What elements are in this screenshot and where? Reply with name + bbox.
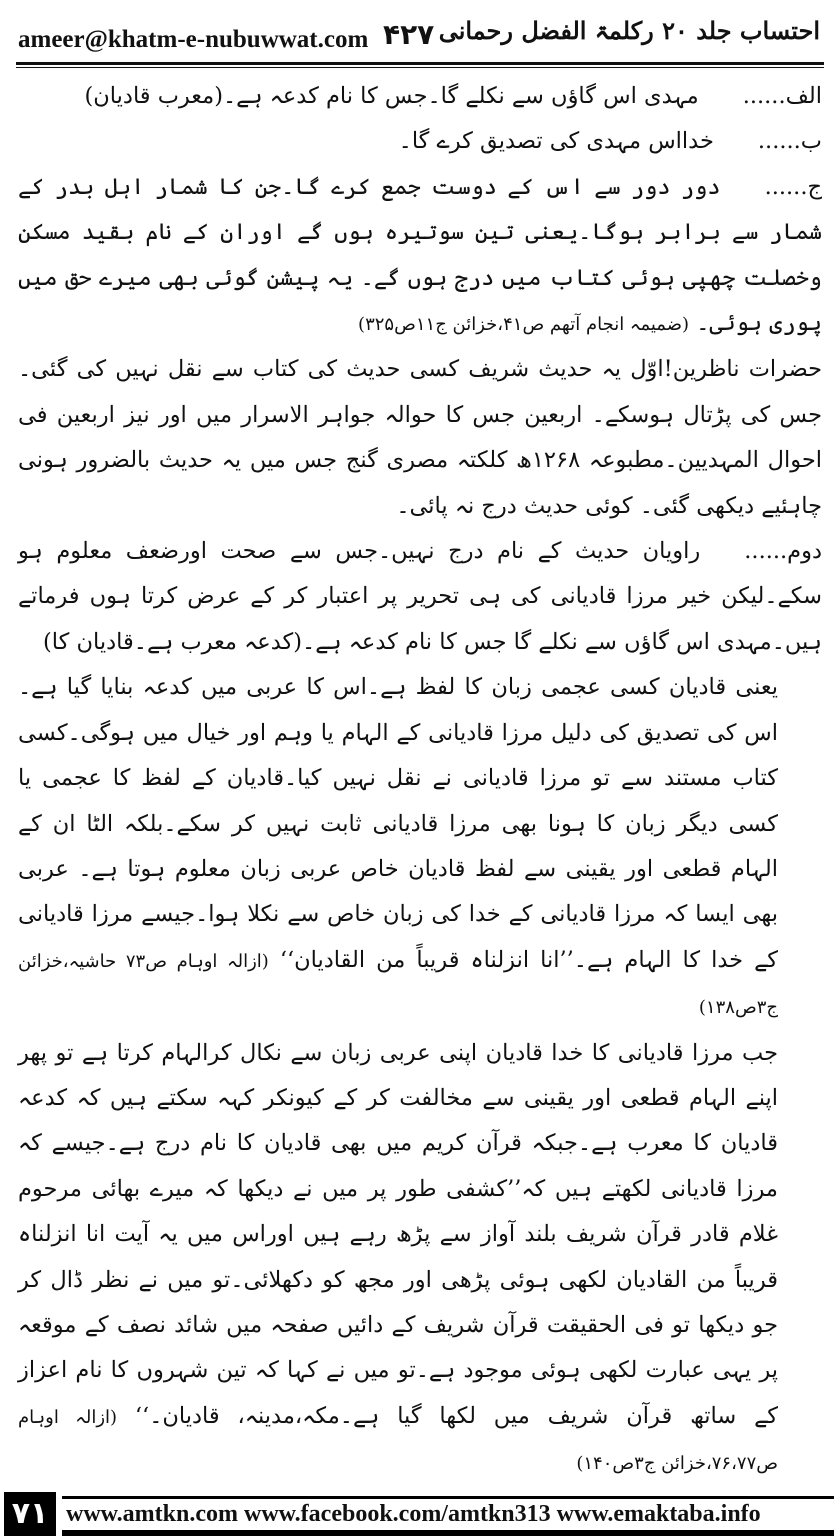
- paragraph-text: یعنی قادیان کسی عجمی زبان کا لفظ ہے۔اس کا عربی میں کدعہ بنایا گیا ہے۔اس کی تصدیق کی دلیل مرزا قادیانی کے الہام یا وہم اور خیال میں ہوگی۔کسی کتاب مستند سے تو مرزا قادیانی نے نقل نہیں کیا۔قادیان کے لفظ کا عجمی یا کسی دیگر زبان کا ہونا بھی مرزا قادیانی ثابت نہیں کر سکے۔بلکہ الٹا ان کے الہام قطعی اور یقینی سے لفظ قادیان خاص عربی زبان معلوم ہوتا ہے۔ عربی بھی ایسا کہ مرزا قادیانی کے خدا کی زبان خاص سے نکلا ہوا۔جیسے مرزا قادیانی کے خدا کا الہام ہے۔’’انا انزلناہ قریباً من القادیان‘‘: [18, 674, 778, 973]
- footer-rule-top: [62, 1496, 834, 1499]
- item-text-alif: مہدی اس گاؤں سے نکلے گا۔جس کا نام کدعہ ہے۔(معرب قادیان): [84, 83, 699, 109]
- item-text-be: خدااس مہدی کی تصدیق کرے گا۔: [398, 128, 714, 155]
- footer-rule-bottom: [62, 1530, 834, 1536]
- paragraph-jeem: [18, 165, 822, 348]
- page-header: [16, 12, 824, 56]
- paragraph-yani: [18, 665, 822, 1030]
- paragraph-jab: [18, 1031, 822, 1487]
- item-label-jeem: ج......: [764, 173, 822, 200]
- item-text-jeem: دور دور سے اس کے دوست جمع کرے گا۔جن کا شمار اہل بدر کے شمار سے برابر ہوگا۔یعنی تین سوتیرہ ہوں گے اوران کے نام بقید مسکن وخصلت چھپی ہوئی کتاب میں درج ہوں گے۔ یہ پیشن گوئی بھی میرے حق میں پوری ہوئی۔: [18, 173, 822, 337]
- footer-urls: www.amtkn.com www.facebook.com/amtkn313 www.emaktaba.info: [66, 1501, 761, 1527]
- page-footer: [0, 1490, 840, 1540]
- item-label-alif: الف......: [742, 83, 822, 109]
- reference-citation: (ازالہ اوہام ص۷۶،۷۷،خزائن ج۳ص۱۴۰): [18, 1406, 778, 1475]
- paragraph-dom: [18, 529, 822, 665]
- header-title: احتساب جلد ۲۰ رکلمۃ الفضل رحمانی: [438, 16, 820, 45]
- header-rule: [16, 62, 824, 65]
- paragraph-hazrat: [18, 347, 822, 529]
- paragraph-text: جب مرزا قادیانی کا خدا قادیان اپنی عربی زبان سے نکال کرالہام کرتا ہے تو پھر اپنے الہام قطعی اور یقینی سے مخالفت کر کے کیونکر کہہ سکتے ہیں کہ کدعہ قادیان کا معرب ہے۔جبکہ قرآن کریم میں بھی قادیان کا نام درج ہے۔جیسے کہ مرزا قادیانی لکھتے ہیں کہ’’کشفی طور پر میں نے دیکھا کہ میرے بھائی مرحوم غلام قادر قرآن شریف بلند آواز سے پڑھ رہے ہیں اوراس میں یہ آیت انا انزلناہ قریباً من القادیان لکھی ہوئی پڑھی اور مجھ کو دکھلائی۔تو میں نے نظر ڈال کر جو دیکھا تو فی الحقیقت قرآن شریف کے دائیں صفحہ میں شائد نصف کے موقعہ پر یہی عبارت لکھی ہوئی موجود ہے۔تو میں نے کہا کہ تین شہروں کا نام اعزاز کے ساتھ قرآن شریف میں لکھا گیا ہے۔مکہ،مدینہ، قادیان۔‘‘: [18, 1039, 778, 1429]
- reference-citation: (ضمیمہ انجام آتھم ص۴۱،خزائن ج۱۱ص۳۲۵): [358, 314, 690, 336]
- paragraph-be: [18, 119, 822, 164]
- item-label-be: ب......: [757, 128, 822, 155]
- header-page-number: ۴۲۷: [383, 18, 435, 51]
- item-label-dom: دوم......: [744, 538, 822, 565]
- page-body: [18, 74, 822, 1487]
- footer-page-box: ۷۱: [4, 1492, 56, 1536]
- paragraph-alif: [18, 74, 822, 119]
- reference-citation: (ازالہ اوہام ص۷۳ حاشیہ،خزائن ج۳ص۱۳۸): [18, 950, 778, 1019]
- header-rule-thin: [16, 67, 824, 68]
- header-email: ameer@khatm-e-nubuwwat.com: [18, 26, 369, 53]
- paragraph-text: حضرات ناظرین!اوّل یہ حدیث شریف کسی حدیث کی کتاب سے نقل نہیں کی گئی۔ جس کی پڑتال ہوسکے۔ اربعین جس کا حوالہ جواہر الاسرار میں اور نیز اربعین فی احوال المہدیین۔مطبوعہ ۱۲۶۸ھ کلکتہ مصری گنج جس میں یہ حدیث بالضرور ہونی چاہئیے دیکھی گئی۔ کوئی حدیث درج نہ پائی۔: [18, 356, 822, 519]
- item-text-dom: راویان حدیث کے نام درج نہیں۔جس سے صحت اورضعف معلوم ہو سکے۔لیکن خیر مرزا قادیانی کی ہی تحریر پر اعتبار کر کے عرض کرتا ہوں فرماتے ہیں۔مہدی اس گاؤں سے نکلے گا جس کا نام کدعہ ہے۔(کدعہ معرب ہے۔قادیان کا): [18, 538, 822, 655]
